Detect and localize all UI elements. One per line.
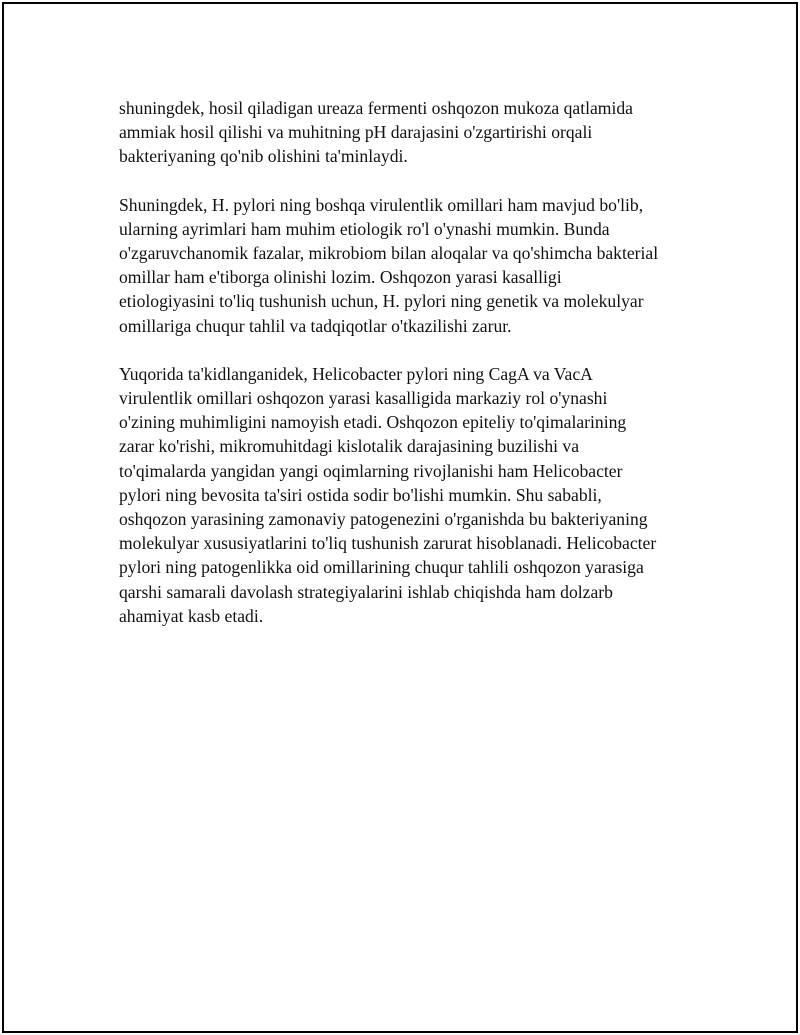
text-line: ularning ayrimlari ham muhim etiologik ro'l o'ynashi mumkin. Bunda xyxy=(119,218,610,239)
text-line: Shuningdek, H. pylori ning boshqa virulentlik omillari ham mavjud bo'lib, xyxy=(119,194,644,215)
text-line: ahamiyat kasb etadi. xyxy=(119,605,264,626)
text-line: bakteriyaning qo'nib olishini ta'minlaydi. xyxy=(119,146,408,167)
text-line: omillariga chuqur tahlil va tadqiqotlar o'tkazilishi zarur. xyxy=(119,315,512,336)
text-line: o'zgaruvchanomik fazalar, mikrobiom bilan aloqalar va qo'shimcha bakterial xyxy=(119,243,659,264)
paragraph-3 xyxy=(119,362,709,628)
text-line: molekulyar xususiyatlarini to'liq tushunish zarurat hisoblanadi. Helicobacter xyxy=(119,533,657,554)
text-line: etiologiyasini to'liq tushunish uchun, H. pylori ning genetik va molekulyar xyxy=(119,291,644,312)
text-line: to'qimalarda yangidan yangi oqimlarning rivojlanishi ham Helicobacter xyxy=(119,460,623,481)
text-line: zarar ko'rishi, mikromuhitdagi kislotalik darajasining buzilishi va xyxy=(119,436,580,457)
document-body xyxy=(119,96,709,652)
text-line: o'zining muhimligini namoyish etadi. Oshqozon epiteliy to'qimalarining xyxy=(119,412,627,433)
text-line: oshqozon yarasining zamonaviy patogenezini o'rganishda bu bakteriyaning xyxy=(119,509,648,530)
text-line: virulentlik omillari oshqozon yarasi kasalligida markaziy rol o'ynashi xyxy=(119,388,608,409)
text-line: ammiak hosil qilishi va muhitning pH darajasini o'zgartirishi orqali xyxy=(119,122,593,143)
paragraph-1 xyxy=(119,96,709,169)
text-line: Yuqorida ta'kidlanganidek, Helicobacter pylori ning CagA va VacA xyxy=(119,363,593,384)
text-line: shuningdek, hosil qiladigan ureaza fermenti oshqozon mukoza qatlamida xyxy=(119,98,633,118)
text-line: pylori ning patogenlikka oid omillarining chuqur tahlili oshqozon yarasiga xyxy=(119,557,644,578)
text-line: pylori ning bevosita ta'siri ostida sodir bo'lishi mumkin. Shu sababli, xyxy=(119,484,602,505)
text-line: omillar ham e'tiborga olinishi lozim. Oshqozon yarasi kasalligi xyxy=(119,267,562,288)
document-page xyxy=(2,2,798,1033)
text-line: qarshi samarali davolash strategiyalarini ishlab chiqishda ham dolzarb xyxy=(119,581,613,602)
paragraph-2 xyxy=(119,193,709,338)
